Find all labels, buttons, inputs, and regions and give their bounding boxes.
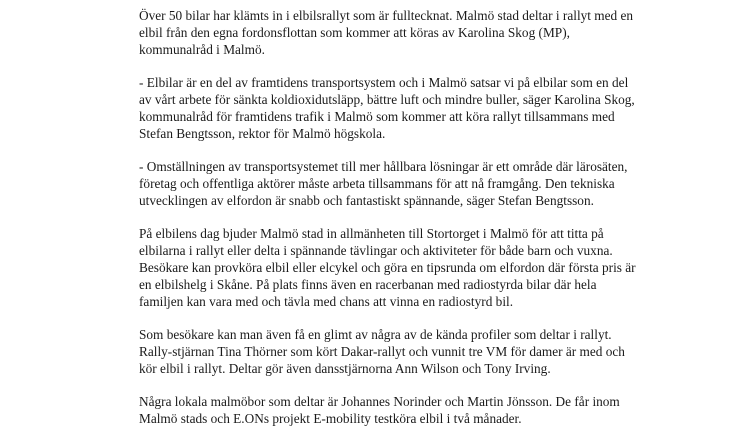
article-body <box>139 8 639 428</box>
paragraph-local-participants: Några lokala malmöbor som deltar är Johannes Norinder och Martin Jönsson. De får inom Malmö stads och E.ONs projekt E-mobility testköra elbil i två månader. <box>139 394 620 427</box>
paragraph-profiles: Som besökare kan man även få en glimt av några av de kända profiler som deltar i rallyt. Rally-stjärnan Tina Thörner som kört Dakar-rallyt och vunnit tre VM för damer är med och kör elbil i rallyt. Deltar gör även dansstjärnorna Ann Wilson och Tony Irving. <box>139 327 625 376</box>
paragraph-intro: Över 50 bilar har klämts in i elbilsrallyt som är fulltecknat. Malmö stad deltar i rallyt med en elbil från den egna fordonsflottan som kommer att köras av Karolina Skog (MP), kommunalråd i Malmö. <box>139 8 634 57</box>
paragraph-stefan-quote: - Omställningen av transportsystemet till mer hållbara lösningar är ett område där lärosäten, företag och offentliga aktörer måste arbeta tillsammans för att nå framgång. Den tekniska utvecklingen av elfordon är snabb och fantastiskt spännande, säger Stefan Bengtsson. <box>139 159 628 208</box>
paragraph-event-day: På elbilens dag bjuder Malmö stad in allmänheten till Stortorget i Malmö för att titta på elbilarna i rallyt eller delta i spännande tävlingar och aktiviteter för både barn och vuxna. Besökare kan provköra elbil eller elcykel och göra en tipsrunda om elfordon där första pris är en elbilshelg i Skåne. På plats finns även en racerbanan med radiostyrda bilar där hela familjen kan vara med och tävla med chans att vinna en radiostyrd bil. <box>139 226 636 309</box>
paragraph-karolina-quote: - Elbilar är en del av framtidens transportsystem och i Malmö satsar vi på elbilar som en del av vårt arbete för sänkta koldioxidutsläpp, bättre luft och mindre buller, säger Karolina Skog, kommunalråd för framtidens trafik i Malmö som kommer att köra rallyt tillsammans med Stefan Bengtsson, rektor för Malmö högskola. <box>139 75 635 141</box>
